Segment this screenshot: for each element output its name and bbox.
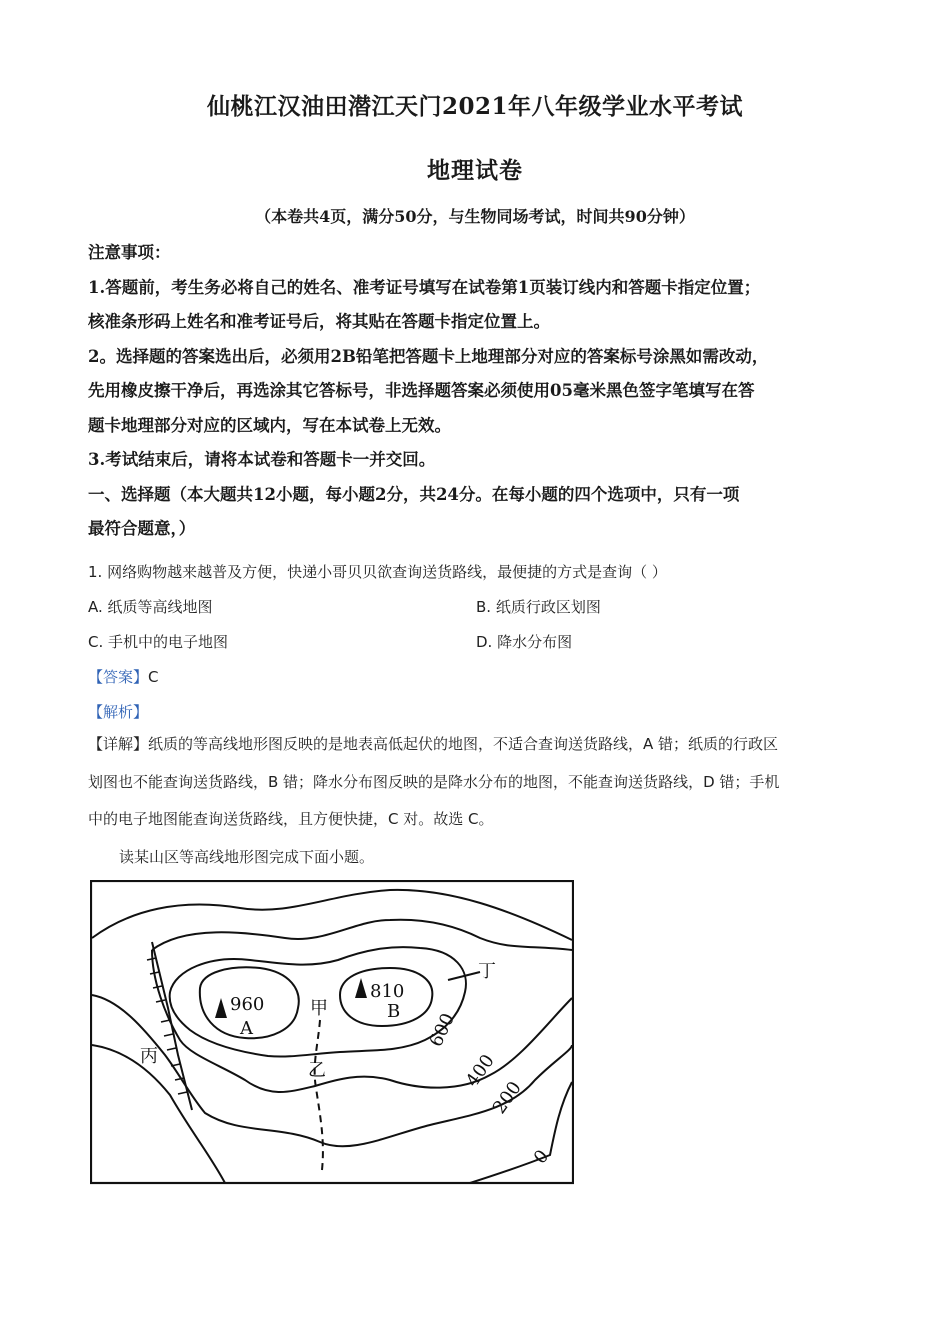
option-d: D. 降水分布图	[476, 633, 573, 651]
contour-label-0: 0	[529, 1145, 554, 1169]
label-yi: 乙	[308, 1060, 326, 1081]
question-1-stem: 1. 网络购物越来越普及方便，快递小哥贝贝欲查询送货路线，最便捷的方式是查询（ ）	[88, 563, 667, 581]
peak-b-triangle	[355, 978, 367, 998]
contour-label-400: 400	[461, 1050, 499, 1091]
notice-line: 题卡地理部分对应的区域内，写在本试卷上无效。	[88, 415, 451, 435]
option-a: A. 纸质等高线地图	[88, 598, 213, 616]
exam-subtitle: 地理试卷	[427, 157, 523, 184]
label-ding: 丁	[478, 961, 496, 982]
contour-line-200	[92, 995, 572, 1146]
label-bing: 丙	[140, 1046, 158, 1067]
map-intro: 读某山区等高线地形图完成下面小题。	[119, 848, 375, 866]
detail-tag: 【详解】	[88, 735, 149, 753]
peak-a-elevation: 960	[230, 994, 265, 1015]
exam-title: 仙桃江汉油田潜江天门2021年八年级学业水平考试	[206, 93, 743, 120]
peak-b-label: B	[387, 1001, 401, 1022]
peak-a-label: A	[240, 1018, 253, 1039]
section-heading-cont: 最符合题意，）	[88, 519, 196, 538]
notice-heading: 注意事项：	[88, 243, 171, 262]
option-c: C. 手机中的电子地图	[88, 633, 229, 651]
notice-line: 3.考试结束后，请将本试卷和答题卡一并交回。	[88, 450, 436, 469]
detail-line: 中的电子地图能查询送货路线，且方便快捷，C 对。故选 C。	[88, 810, 494, 828]
peak-b-elevation: 810	[370, 981, 405, 1002]
peak-a-triangle	[215, 998, 227, 1018]
answer-line	[88, 666, 159, 687]
detail-line: 划图也不能查询送货路线，B 错；降水分布图反映的是降水分布的地图，不能查询送货路线，D 错；手机	[88, 772, 780, 791]
notice-line: 核准条形码上姓名和准考证号后，将其贴在答题卡指定位置上。	[88, 312, 550, 331]
notice-block	[88, 236, 873, 547]
notice-line: 2。选择题的答案选出后，必须用2B铅笔把答题卡上地理部分对应的答案标号涂黑如需改动，	[88, 346, 769, 366]
answer-value: C	[148, 668, 159, 686]
exam-info: （本卷共4页，满分50分，与生物同场考试，时间共90分钟）	[255, 207, 695, 226]
analysis-tag: 【解析】	[88, 703, 149, 721]
contour-label-600: 600	[425, 1010, 460, 1051]
answer-tag: 【答案】	[88, 668, 149, 686]
contour-map	[90, 880, 574, 1185]
notice-line: 先用橡皮擦干净后，再选涂其它答标号，非选择题答案必须使用05毫米黑色签字笔填写在答	[88, 381, 755, 400]
map-frame	[91, 881, 573, 1183]
detail-line: 【详解】纸质的等高线地形图反映的是地表高低起伏的地图，不适合查询送货路线，A 错；纸质的行政区	[88, 735, 779, 753]
cliff-hachures	[147, 958, 187, 1094]
detail-block	[88, 726, 868, 839]
dashed-route	[315, 1020, 323, 1170]
section-heading: 一、选择题（本大题共12小题，每小题2分，共24分。在每小题的四个选项中，只有一项	[88, 484, 740, 504]
contour-label-200: 200	[488, 1077, 526, 1118]
contour-line-400	[152, 920, 572, 1092]
label-jia: 甲	[310, 998, 328, 1019]
notice-line: 1.答题前，考生务必将自己的姓名、准考证号填写在试卷第1页装订线内和答题卡指定位置；	[88, 277, 761, 297]
option-b: B. 纸质行政区划图	[476, 598, 601, 616]
